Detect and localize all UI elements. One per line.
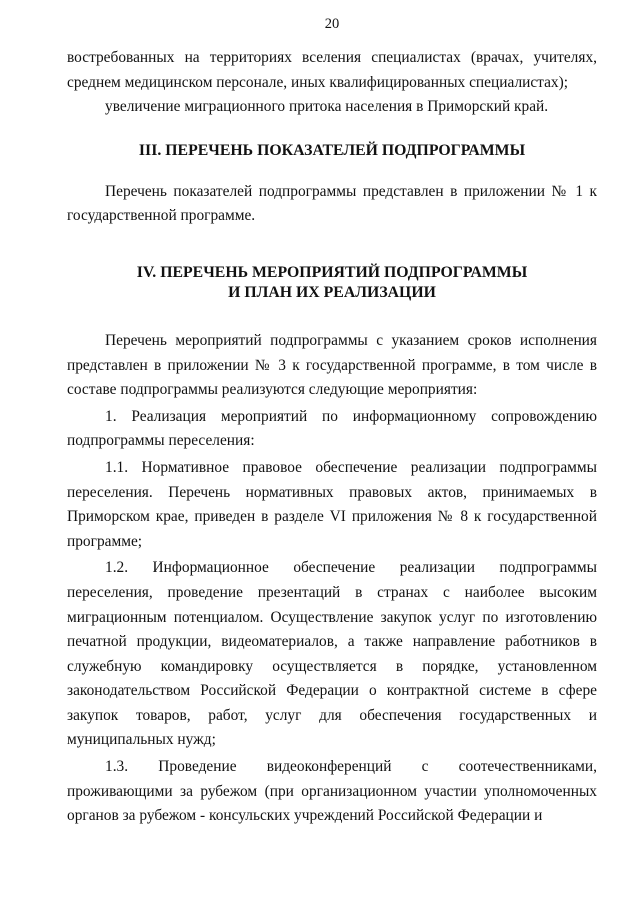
- measure-1-1: 1.1. Нормативное правовое обеспечение реализации подпрограммы переселения. Перечень нормативных правовых актов, принимаемых в Приморском крае, приведен в разделе VI приложения № 8 к государственной программе;: [67, 458, 597, 550]
- paragraph-migration-inflow: увеличение миграционного притока населения в Приморский край.: [105, 98, 549, 116]
- page-number: 20: [324, 16, 340, 32]
- section-3-text: Перечень показателей подпрограммы представлен в приложении № 1 к государственной программе.: [67, 182, 597, 225]
- section-3-heading: III. ПЕРЕЧЕНЬ ПОКАЗАТЕЛЕЙ ПОДПРОГРАММЫ: [138, 141, 526, 159]
- document-body: [67, 46, 597, 831]
- section-4-heading: [67, 263, 597, 303]
- section-4-heading-line1: IV. ПЕРЕЧЕНЬ МЕРОПРИЯТИЙ ПОДПРОГРАММЫ: [136, 263, 528, 281]
- measure-1: 1. Реализация мероприятий по информационному сопровождению подпрограммы переселения:: [67, 407, 597, 450]
- measure-1-3: 1.3. Проведение видеоконференций с соотечественниками, проживающими за рубежом (при организационном участии уполномоченных органов за рубежом - консульских учреждений Российской Федерации и: [67, 758, 597, 825]
- measure-1-2: 1.2. Информационное обеспечение реализации подпрограммы переселения, проведение презентаций в странах с наиболее высоким миграционным потенциалом. Осуществление закупок услуг по изготовлению печатной продукции, видеоматериалов, а также направление работников в служебную командировку осуществляется в порядке, установленном законодательством Российской Федерации о контрактной системе в сфере закупок товаров, работ, услуг для обеспечения государственных и муниципальных нужд;: [67, 559, 597, 749]
- section-4-intro: Перечень мероприятий подпрограммы с указанием сроков исполнения представлен в приложении № 3 к государственной программе, в том числе в составе подпрограммы реализуются следующие мероприятия:: [67, 331, 597, 399]
- section-4-heading-line2: И ПЛАН ИХ РЕАЛИЗАЦИИ: [228, 283, 436, 301]
- paragraph-continuation: востребованных на территориях вселения специалистах (врачах, учителях, среднем медицинском персонале, иных квалифицированных специалистах);: [67, 49, 597, 91]
